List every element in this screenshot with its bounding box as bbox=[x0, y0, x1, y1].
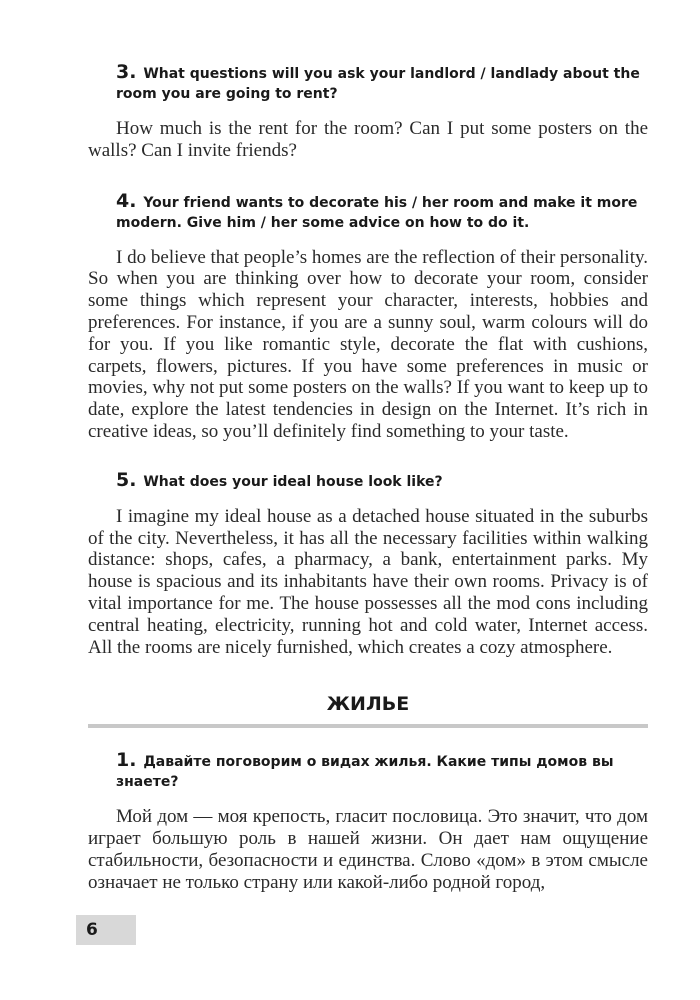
answer-1-ru: Мой дом — моя крепость, гласит пословица. Это значит, что дом играет большую роль в нашей жизни. Он дает нам ощущение стабильности, безопасности и единства. Слово «дом» в этом смысле означает не только страну или какой-либо родной город, bbox=[88, 806, 648, 893]
question-text: Давайте поговорим о видах жилья. Какие типы домов вы знаете? bbox=[116, 754, 614, 791]
question-number: 1. bbox=[116, 749, 137, 772]
section-question-3 bbox=[88, 62, 648, 162]
answer-5: I imagine my ideal house as a detached house situated in the suburbs of the city. Nevertheless, it has all the necessary facilities within walking distance: shops, cafes, a pharmacy, a bank, entertainment parks. My house is spacious and its inhabitants have their own rooms. Privacy is of vital importance for me. The house possesses all the mod cons including central heating, electricity, running hot and cold water, Internet access. All the rooms are nicely furnished, which creates a cozy atmosphere. bbox=[88, 505, 648, 658]
section-question-4 bbox=[88, 191, 648, 443]
question-4 bbox=[116, 191, 648, 233]
section-heading: ЖИЛЬЕ bbox=[326, 693, 410, 716]
question-text: What questions will you ask your landlord / landlady about the room you are going to rent? bbox=[116, 66, 640, 102]
heading-divider bbox=[88, 724, 648, 728]
answer-4: I do believe that people’s homes are the reflection of their personality. So when you are thinking over how to decorate your room, consider some things which represent your character, interests, hobbies and preferences. For instance, if you are a sunny soul, warm colours will do for you. If you like romantic style, decorate the flat with cushions, carpets, flowers, pictures. If you have some preferences in music or movies, why not put some posters on the walls? If you want to keep up to date, explore the latest tendencies in design on the Internet. It’s rich in creative ideas, so you’ll definitely find something to your taste. bbox=[88, 246, 648, 442]
question-text: Your friend wants to decorate his / her room and make it more modern. Give him / her some advice on how to do it. bbox=[116, 194, 638, 231]
page-content bbox=[88, 62, 648, 894]
question-3 bbox=[116, 62, 648, 104]
section-question-1-ru bbox=[88, 750, 648, 893]
question-number: 3. bbox=[116, 61, 137, 83]
section-question-5 bbox=[88, 470, 648, 659]
question-number: 4. bbox=[116, 189, 137, 212]
answer-3: How much is the rent for the room? Can I put some posters on the walls? Can I invite friends? bbox=[88, 118, 648, 161]
question-number: 5. bbox=[116, 468, 137, 491]
question-5 bbox=[116, 470, 648, 492]
page-number-badge: 6 bbox=[76, 915, 136, 945]
question-text: What does your ideal house look like? bbox=[143, 473, 443, 490]
question-1-ru bbox=[116, 750, 648, 792]
